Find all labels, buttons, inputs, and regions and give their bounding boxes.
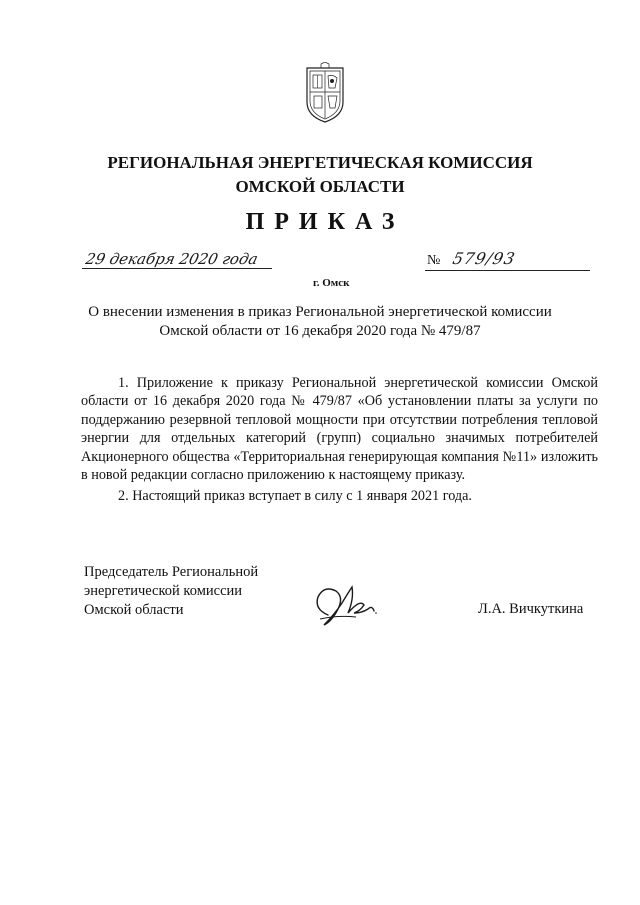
paragraph-2: 2. Настоящий приказ вступает в силу с 1 января 2021 года.: [118, 488, 472, 505]
date-underline: [82, 268, 272, 269]
signer-title: [84, 563, 258, 620]
signer-title-line-1: Председатель Региональной: [84, 564, 259, 580]
order-body: [81, 374, 598, 506]
number-underline: [425, 270, 590, 271]
paragraph-1: 1. Приложение к приказу Региональной энергетической комиссии Омской области от 16 декабря 2020 года № 479/87 «Об установлении платы за услуги по поддержанию резервной тепловой мощности при отсутствии потребления тепловой энергии для отдельных категорий (групп) социально значимых потребителей Акционерного общества «Территориальная генерирующая компания №11» изложить в новой редакции согласно приложению к настоящему приказу.: [81, 375, 598, 484]
signer-title-line-3: Омской области: [84, 602, 184, 618]
authority-name: [0, 151, 640, 199]
handwritten-date: 29 декабря 2020 года: [84, 250, 260, 268]
signature-icon: [308, 575, 388, 635]
order-subject: [0, 303, 640, 341]
city-label: г. Омск: [313, 277, 350, 289]
subject-line-1: О внесении изменения в приказ Региональной энергетической комиссии: [88, 304, 552, 320]
handwritten-order-number: 579/93: [450, 249, 518, 268]
document-type-title: ПРИКАЗ: [245, 209, 405, 235]
subject-line-2: Омской области от 16 декабря 2020 года № 479/87: [159, 323, 481, 339]
signer-title-line-2: энергетической комиссии: [84, 583, 243, 599]
authority-line-2: ОМСКОЙ ОБЛАСТИ: [235, 177, 405, 196]
authority-line-1: РЕГИОНАЛЬНАЯ ЭНЕРГЕТИЧЕСКАЯ КОМИССИЯ: [107, 153, 533, 172]
number-prefix: №: [427, 253, 441, 268]
signer-name: Л.А. Вичкуткина: [478, 601, 584, 617]
coat-of-arms-icon: [303, 62, 347, 124]
